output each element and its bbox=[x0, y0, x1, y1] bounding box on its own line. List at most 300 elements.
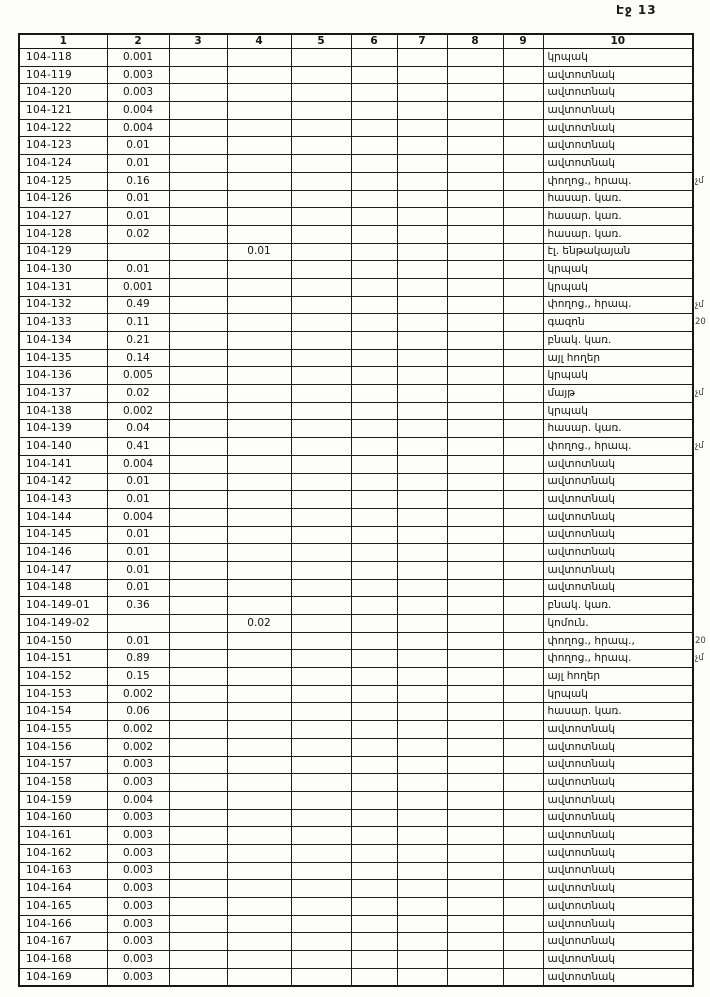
column-header: 1 bbox=[19, 34, 107, 49]
table-cell bbox=[291, 526, 351, 544]
table-cell bbox=[397, 208, 447, 226]
table-cell bbox=[447, 155, 503, 173]
table-cell bbox=[503, 933, 543, 951]
table-cell bbox=[397, 844, 447, 862]
land-use-cell: ավտոտնակ bbox=[543, 473, 693, 491]
land-use-cell: ավտոտնակ bbox=[543, 119, 693, 137]
table-row bbox=[19, 632, 693, 650]
table-cell bbox=[351, 526, 397, 544]
table-cell bbox=[351, 455, 397, 473]
table-row bbox=[19, 615, 693, 633]
table-cell bbox=[227, 455, 291, 473]
table-cell bbox=[169, 367, 227, 385]
table-row bbox=[19, 208, 693, 226]
land-use-cell: ավտոտնակ bbox=[543, 933, 693, 951]
land-use-cell: ավտոտնակ bbox=[543, 155, 693, 173]
table-cell bbox=[447, 349, 503, 367]
table-cell bbox=[227, 278, 291, 296]
parcel-id-cell: 104-152 bbox=[19, 668, 107, 686]
land-use-cell: կրպակ bbox=[543, 367, 693, 385]
land-parcel-table bbox=[18, 33, 706, 987]
table-cell: 0.003 bbox=[107, 898, 169, 916]
table-cell bbox=[447, 49, 503, 67]
table-cell bbox=[503, 721, 543, 739]
table-row bbox=[19, 668, 693, 686]
table-cell bbox=[227, 102, 291, 120]
table-cell bbox=[397, 544, 447, 562]
table-cell bbox=[227, 650, 291, 668]
table-cell bbox=[227, 172, 291, 190]
land-use-cell: կրպակ bbox=[543, 402, 693, 420]
table-cell bbox=[227, 632, 291, 650]
parcel-id-cell: 104-165 bbox=[19, 898, 107, 916]
margin-annotation: չմ bbox=[695, 388, 704, 399]
table-cell: 0.14 bbox=[107, 349, 169, 367]
table-cell bbox=[291, 650, 351, 668]
table-cell bbox=[169, 898, 227, 916]
table-cell bbox=[503, 225, 543, 243]
parcel-id-cell: 104-137 bbox=[19, 385, 107, 403]
table-cell bbox=[227, 933, 291, 951]
column-header: 4 bbox=[227, 34, 291, 49]
table-row bbox=[19, 756, 693, 774]
table-cell bbox=[227, 721, 291, 739]
table-cell bbox=[169, 951, 227, 969]
table-row bbox=[19, 102, 693, 120]
table-cell bbox=[351, 491, 397, 509]
table-row bbox=[19, 898, 693, 916]
table-cell bbox=[447, 774, 503, 792]
parcel-id-cell: 104-118 bbox=[19, 49, 107, 67]
table-cell bbox=[397, 332, 447, 350]
table-cell bbox=[227, 84, 291, 102]
table-cell bbox=[291, 561, 351, 579]
table-cell bbox=[291, 190, 351, 208]
table-cell: 0.06 bbox=[107, 703, 169, 721]
parcel-id-cell: 104-132 bbox=[19, 296, 107, 314]
table-cell bbox=[227, 137, 291, 155]
table-cell bbox=[397, 102, 447, 120]
table-cell bbox=[397, 898, 447, 916]
table-cell: 0.41 bbox=[107, 438, 169, 456]
table-cell bbox=[169, 296, 227, 314]
table-cell: 0.004 bbox=[107, 508, 169, 526]
table-row bbox=[19, 561, 693, 579]
table-cell bbox=[291, 402, 351, 420]
table-row bbox=[19, 332, 693, 350]
land-use-cell: կրպակ bbox=[543, 685, 693, 703]
table-cell bbox=[447, 544, 503, 562]
table-cell bbox=[503, 915, 543, 933]
table-cell bbox=[227, 703, 291, 721]
table-cell bbox=[169, 933, 227, 951]
table-cell bbox=[503, 402, 543, 420]
table-row bbox=[19, 791, 693, 809]
table-cell bbox=[447, 526, 503, 544]
column-header: 3 bbox=[169, 34, 227, 49]
table-row bbox=[19, 119, 693, 137]
parcel-id-cell: 104-130 bbox=[19, 261, 107, 279]
table-cell bbox=[447, 84, 503, 102]
table-cell bbox=[169, 597, 227, 615]
table-cell bbox=[169, 615, 227, 633]
table-cell: 0.005 bbox=[107, 367, 169, 385]
table-cell bbox=[291, 208, 351, 226]
table-cell bbox=[503, 49, 543, 67]
table-cell bbox=[169, 721, 227, 739]
table-cell bbox=[169, 632, 227, 650]
table-cell bbox=[351, 809, 397, 827]
table-cell bbox=[169, 119, 227, 137]
table-cell bbox=[291, 827, 351, 845]
table-cell bbox=[447, 933, 503, 951]
table-cell: 0.003 bbox=[107, 968, 169, 986]
table-cell bbox=[397, 933, 447, 951]
table-cell: 0.01 bbox=[107, 561, 169, 579]
parcel-id-cell: 104-133 bbox=[19, 314, 107, 332]
table-cell bbox=[351, 650, 397, 668]
table-cell bbox=[227, 261, 291, 279]
table-cell bbox=[227, 544, 291, 562]
table-cell bbox=[227, 508, 291, 526]
table-cell bbox=[291, 809, 351, 827]
table-row bbox=[19, 579, 693, 597]
table-cell bbox=[447, 102, 503, 120]
table-cell bbox=[169, 332, 227, 350]
table-cell bbox=[447, 579, 503, 597]
table-cell bbox=[447, 951, 503, 969]
parcel-id-cell: 104-158 bbox=[19, 774, 107, 792]
table-cell bbox=[447, 738, 503, 756]
table-row bbox=[19, 491, 693, 509]
table-cell bbox=[503, 243, 543, 261]
table-cell bbox=[397, 721, 447, 739]
column-header: 9 bbox=[503, 34, 543, 49]
table-cell bbox=[291, 668, 351, 686]
table-row bbox=[19, 225, 693, 243]
table-cell bbox=[227, 491, 291, 509]
table-cell: 0.002 bbox=[107, 685, 169, 703]
table-row bbox=[19, 526, 693, 544]
table-cell bbox=[351, 473, 397, 491]
table-row bbox=[19, 915, 693, 933]
table-cell bbox=[351, 791, 397, 809]
table-row bbox=[19, 278, 693, 296]
table-cell bbox=[169, 155, 227, 173]
parcel-id-cell: 104-138 bbox=[19, 402, 107, 420]
table-row bbox=[19, 508, 693, 526]
table-cell bbox=[351, 385, 397, 403]
table-cell bbox=[351, 349, 397, 367]
land-use-cell: մայթ չմ bbox=[543, 385, 693, 403]
table-cell: 0.003 bbox=[107, 756, 169, 774]
table-cell bbox=[447, 438, 503, 456]
land-use-cell: ավտոտնակ bbox=[543, 968, 693, 986]
table-cell bbox=[227, 420, 291, 438]
table-cell bbox=[503, 827, 543, 845]
margin-annotation: չմ bbox=[695, 175, 704, 186]
table-cell bbox=[397, 809, 447, 827]
table-row bbox=[19, 66, 693, 84]
table-cell bbox=[351, 261, 397, 279]
table-cell bbox=[169, 579, 227, 597]
table-cell bbox=[227, 685, 291, 703]
table-cell bbox=[397, 951, 447, 969]
table-cell bbox=[397, 314, 447, 332]
table-cell bbox=[169, 968, 227, 986]
land-use-cell: էլ. ենթակայան bbox=[543, 243, 693, 261]
column-header: 2 bbox=[107, 34, 169, 49]
table-cell bbox=[397, 579, 447, 597]
table-cell bbox=[447, 703, 503, 721]
table-cell bbox=[397, 190, 447, 208]
table-cell: 0.02 bbox=[107, 385, 169, 403]
table-cell bbox=[291, 685, 351, 703]
parcel-id-cell: 104-121 bbox=[19, 102, 107, 120]
table-cell bbox=[227, 915, 291, 933]
table-cell bbox=[503, 809, 543, 827]
table-cell bbox=[291, 102, 351, 120]
table-cell bbox=[107, 243, 169, 261]
table-cell bbox=[503, 314, 543, 332]
parcel-id-cell: 104-139 bbox=[19, 420, 107, 438]
table-cell: 0.01 bbox=[107, 473, 169, 491]
table-cell bbox=[503, 579, 543, 597]
land-use-cell: ավտոտնակ bbox=[543, 951, 693, 969]
land-use-cell: ավտոտնակ bbox=[543, 915, 693, 933]
table-cell bbox=[447, 367, 503, 385]
land-use-cell: ավտոտնակ bbox=[543, 862, 693, 880]
table-cell bbox=[227, 809, 291, 827]
table-cell bbox=[447, 225, 503, 243]
land-use-cell: փողոց., հրապ. չմ bbox=[543, 296, 693, 314]
table-cell bbox=[447, 827, 503, 845]
parcel-id-cell: 104-153 bbox=[19, 685, 107, 703]
table-cell bbox=[227, 225, 291, 243]
table-cell bbox=[397, 968, 447, 986]
table-cell bbox=[291, 933, 351, 951]
table-cell bbox=[503, 597, 543, 615]
table-row bbox=[19, 438, 693, 456]
table-cell bbox=[503, 668, 543, 686]
land-use-cell: գազոն 20 bbox=[543, 314, 693, 332]
table-cell: 0.003 bbox=[107, 844, 169, 862]
table-cell bbox=[169, 172, 227, 190]
table-cell bbox=[291, 296, 351, 314]
land-use-cell: բնակ. կառ. bbox=[543, 597, 693, 615]
parcel-id-cell: 104-168 bbox=[19, 951, 107, 969]
table-cell: 0.003 bbox=[107, 827, 169, 845]
table-cell bbox=[447, 968, 503, 986]
table-cell bbox=[447, 243, 503, 261]
table-cell bbox=[291, 84, 351, 102]
table-cell bbox=[447, 915, 503, 933]
parcel-id-cell: 104-150 bbox=[19, 632, 107, 650]
table-cell bbox=[291, 243, 351, 261]
table-cell bbox=[227, 155, 291, 173]
margin-annotation: 20 bbox=[695, 635, 706, 646]
table-cell: 0.003 bbox=[107, 84, 169, 102]
land-use-cell: հասար. կառ. bbox=[543, 225, 693, 243]
table-cell bbox=[351, 915, 397, 933]
parcel-id-cell: 104-120 bbox=[19, 84, 107, 102]
table-cell bbox=[107, 615, 169, 633]
table-cell bbox=[291, 703, 351, 721]
table-cell bbox=[397, 49, 447, 67]
parcel-id-cell: 104-157 bbox=[19, 756, 107, 774]
table-cell: 0.001 bbox=[107, 278, 169, 296]
table-cell bbox=[169, 668, 227, 686]
table-cell bbox=[291, 844, 351, 862]
table-header-row bbox=[19, 34, 693, 49]
table-cell bbox=[351, 756, 397, 774]
table-cell bbox=[447, 721, 503, 739]
table-cell bbox=[291, 756, 351, 774]
table-cell bbox=[291, 438, 351, 456]
table-cell bbox=[227, 473, 291, 491]
table-cell bbox=[291, 349, 351, 367]
land-use-cell: ավտոտնակ bbox=[543, 561, 693, 579]
table-cell: 0.003 bbox=[107, 66, 169, 84]
table-cell bbox=[169, 102, 227, 120]
parcel-id-cell: 104-141 bbox=[19, 455, 107, 473]
land-use-cell: ավտոտնակ bbox=[543, 809, 693, 827]
table-cell bbox=[291, 367, 351, 385]
table-row bbox=[19, 544, 693, 562]
table-cell bbox=[447, 172, 503, 190]
table-cell bbox=[503, 84, 543, 102]
table-cell: 0.01 bbox=[107, 491, 169, 509]
table-cell bbox=[447, 332, 503, 350]
table-row bbox=[19, 349, 693, 367]
table-cell bbox=[351, 84, 397, 102]
table-cell bbox=[169, 880, 227, 898]
parcel-id-cell: 104-119 bbox=[19, 66, 107, 84]
table-cell bbox=[227, 349, 291, 367]
table-cell bbox=[503, 172, 543, 190]
table-cell bbox=[503, 491, 543, 509]
table-cell bbox=[169, 508, 227, 526]
table-cell bbox=[291, 385, 351, 403]
table-cell bbox=[447, 880, 503, 898]
table-cell bbox=[503, 703, 543, 721]
table-cell bbox=[397, 420, 447, 438]
table-cell bbox=[169, 491, 227, 509]
table-cell bbox=[227, 827, 291, 845]
table-cell bbox=[503, 137, 543, 155]
table-cell bbox=[503, 455, 543, 473]
land-use-cell: հասար. կառ. bbox=[543, 208, 693, 226]
parcel-id-cell: 104-131 bbox=[19, 278, 107, 296]
land-use-cell: կրպակ bbox=[543, 278, 693, 296]
table-cell bbox=[227, 756, 291, 774]
table-cell bbox=[169, 809, 227, 827]
land-use-cell: ավտոտնակ bbox=[543, 491, 693, 509]
table-cell: 0.003 bbox=[107, 809, 169, 827]
table-cell bbox=[351, 66, 397, 84]
table-cell: 0.36 bbox=[107, 597, 169, 615]
table-cell bbox=[169, 844, 227, 862]
table-cell bbox=[447, 473, 503, 491]
table-cell: 0.01 bbox=[107, 155, 169, 173]
table-cell bbox=[351, 632, 397, 650]
table-cell bbox=[447, 615, 503, 633]
table-cell bbox=[227, 579, 291, 597]
land-use-cell: փողոց., հրապ. չմ bbox=[543, 650, 693, 668]
table-cell bbox=[227, 314, 291, 332]
table-cell bbox=[397, 155, 447, 173]
table-row bbox=[19, 49, 693, 67]
table-cell: 0.004 bbox=[107, 119, 169, 137]
margin-annotation: 20 bbox=[695, 317, 706, 328]
parcel-id-cell: 104-164 bbox=[19, 880, 107, 898]
table-row bbox=[19, 703, 693, 721]
table-cell bbox=[227, 597, 291, 615]
table-cell: 0.01 bbox=[107, 544, 169, 562]
parcel-id-cell: 104-166 bbox=[19, 915, 107, 933]
parcel-id-cell: 104-163 bbox=[19, 862, 107, 880]
table-cell bbox=[169, 438, 227, 456]
table-cell bbox=[397, 615, 447, 633]
parcel-id-cell: 104-143 bbox=[19, 491, 107, 509]
table-cell bbox=[397, 261, 447, 279]
table-row bbox=[19, 172, 693, 190]
parcel-id-cell: 104-128 bbox=[19, 225, 107, 243]
table-cell bbox=[227, 208, 291, 226]
parcel-id-cell: 104-136 bbox=[19, 367, 107, 385]
parcel-id-cell: 104-155 bbox=[19, 721, 107, 739]
land-use-cell: ավտոտնակ bbox=[543, 66, 693, 84]
table-cell bbox=[503, 951, 543, 969]
table-cell: 0.04 bbox=[107, 420, 169, 438]
parcel-id-cell: 104-122 bbox=[19, 119, 107, 137]
table-cell bbox=[227, 880, 291, 898]
table-cell bbox=[503, 774, 543, 792]
table-cell bbox=[397, 172, 447, 190]
table-cell bbox=[447, 491, 503, 509]
table-cell: 0.003 bbox=[107, 862, 169, 880]
table-cell bbox=[447, 756, 503, 774]
margin-annotation: չմ bbox=[695, 299, 704, 310]
table-cell: 0.003 bbox=[107, 951, 169, 969]
column-header: 10 bbox=[543, 34, 693, 49]
table-body bbox=[19, 49, 706, 987]
table-cell bbox=[291, 579, 351, 597]
table-row bbox=[19, 721, 693, 739]
table-row bbox=[19, 296, 693, 314]
table-cell bbox=[447, 597, 503, 615]
table-cell bbox=[447, 561, 503, 579]
table-cell bbox=[397, 915, 447, 933]
table-cell bbox=[351, 561, 397, 579]
table-cell bbox=[351, 172, 397, 190]
parcel-id-cell: 104-162 bbox=[19, 844, 107, 862]
table-row bbox=[19, 261, 693, 279]
table-cell: 0.004 bbox=[107, 455, 169, 473]
parcel-id-cell: 104-135 bbox=[19, 349, 107, 367]
table-cell bbox=[227, 402, 291, 420]
parcel-id-cell: 104-151 bbox=[19, 650, 107, 668]
table-cell bbox=[227, 968, 291, 986]
table-cell bbox=[397, 402, 447, 420]
table-cell bbox=[227, 66, 291, 84]
table-cell bbox=[447, 385, 503, 403]
table-cell bbox=[351, 579, 397, 597]
land-use-cell: ավտոտնակ bbox=[543, 791, 693, 809]
table-cell: 0.004 bbox=[107, 791, 169, 809]
table-cell bbox=[447, 420, 503, 438]
table-cell bbox=[397, 703, 447, 721]
